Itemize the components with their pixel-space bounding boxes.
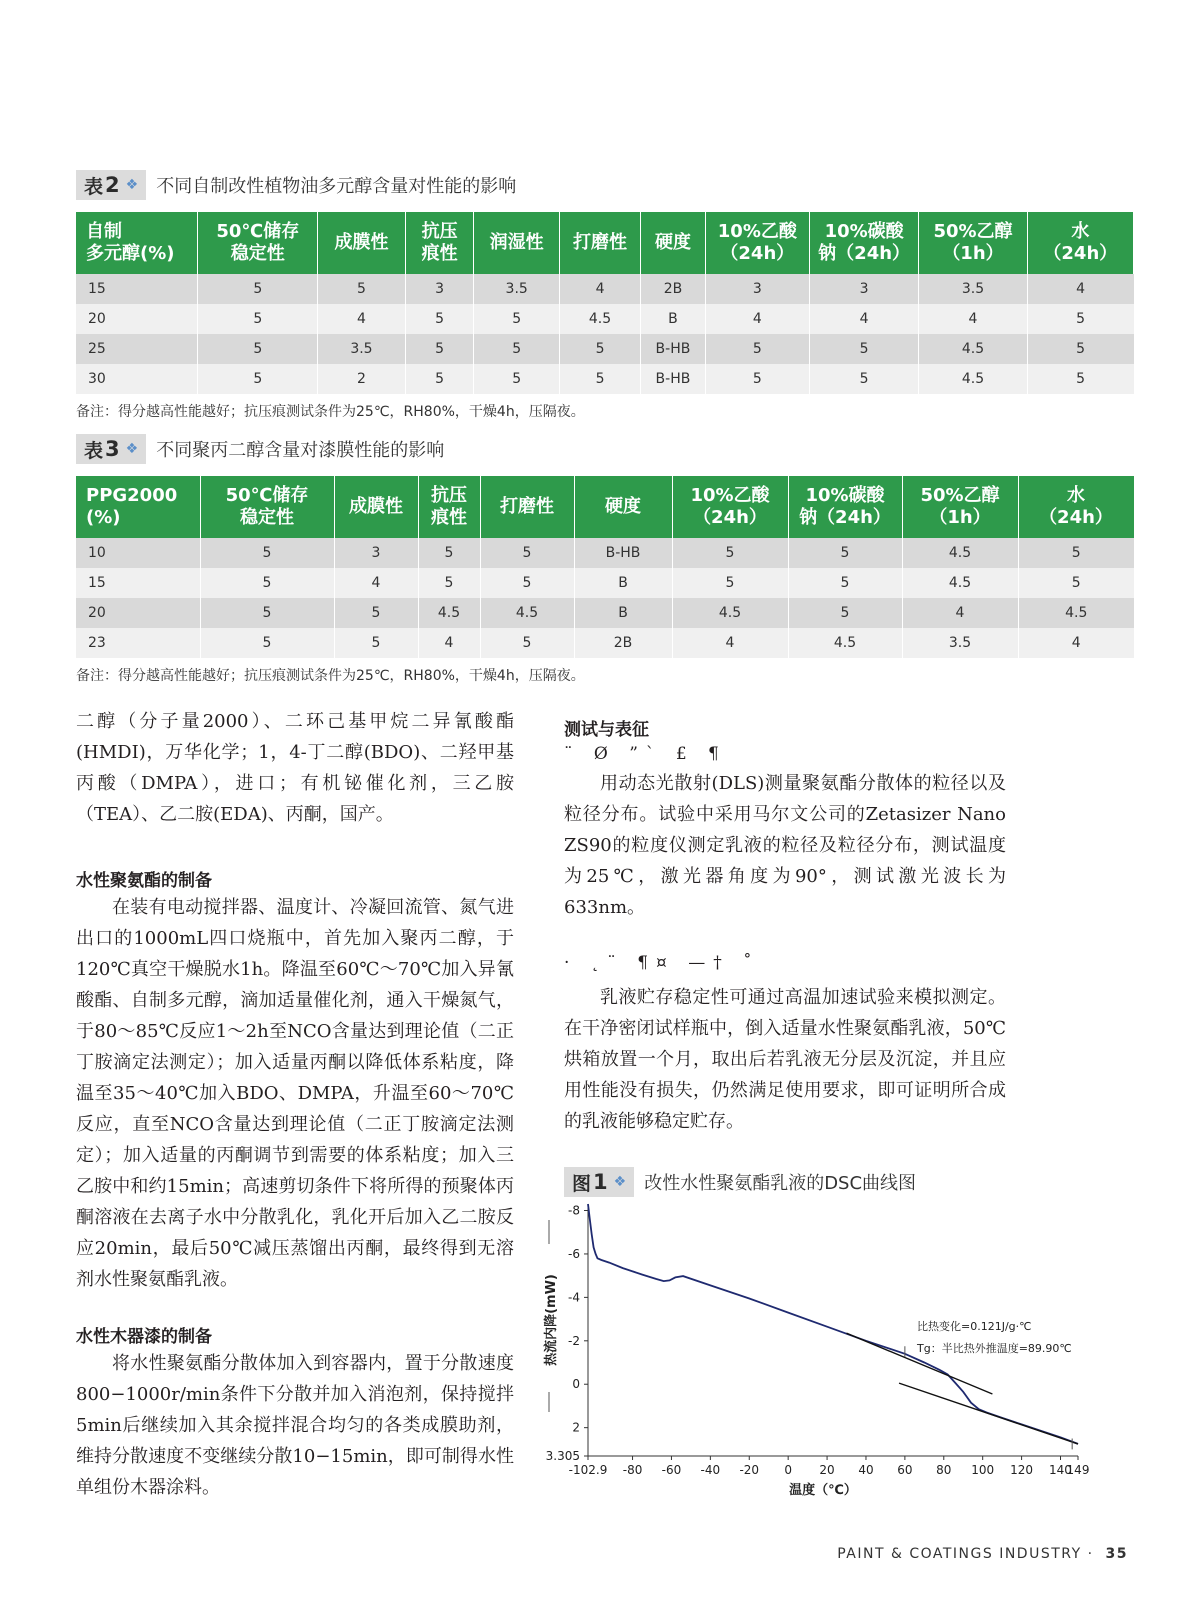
table-cell: B-HB bbox=[641, 334, 706, 364]
table-cell: 4.5 bbox=[902, 568, 1018, 598]
table-cell: 4.5 bbox=[480, 598, 574, 628]
table-cell: 5 bbox=[405, 364, 474, 394]
column-header: 自制 多元醇(%) bbox=[76, 212, 198, 274]
table3-number: 3 bbox=[105, 437, 120, 461]
diamond-icon: ❖ bbox=[613, 1174, 627, 1190]
garbled-subheading: ¨ Ø ”` £ ¶ bbox=[564, 744, 727, 764]
table3-note: 备注：得分越高性能越好；抗压痕测试条件为25℃，RH80%，干燥4h，压隔夜。 bbox=[76, 668, 585, 684]
table2-body bbox=[76, 274, 1134, 394]
table-cell: 2 bbox=[318, 364, 406, 394]
column-header: 水 （24h） bbox=[1018, 476, 1134, 538]
table-row bbox=[76, 568, 1134, 598]
table-cell: B-HB bbox=[574, 538, 672, 568]
table-cell: 30 bbox=[76, 364, 198, 394]
page-footer bbox=[837, 1546, 1128, 1562]
y-tick-label: 0 bbox=[572, 1377, 580, 1392]
table-cell: 4.5 bbox=[672, 598, 788, 628]
section-testing-title: 测试与表征 bbox=[564, 720, 649, 740]
table-cell: 5 bbox=[405, 334, 474, 364]
table3-tag bbox=[76, 434, 146, 464]
figure1-title: 改性水性聚氨酯乳液的DSC曲线图 bbox=[644, 1173, 917, 1194]
table-cell: 10 bbox=[76, 538, 200, 568]
table-row bbox=[76, 334, 1134, 364]
column-header: 50℃储存 稳定性 bbox=[198, 212, 318, 274]
table2-title: 不同自制改性植物油多元醇含量对性能的影响 bbox=[156, 176, 517, 197]
table-cell: 5 bbox=[480, 538, 574, 568]
column-header: 10%乙酸 （24h） bbox=[705, 212, 809, 274]
table-cell: 5 bbox=[559, 334, 640, 364]
table-cell: B bbox=[641, 304, 706, 334]
annotation-specific-heat: 比热变化=0.121J/g·℃ bbox=[917, 1320, 1032, 1333]
table-cell: 4 bbox=[559, 274, 640, 304]
table-cell: 5 bbox=[405, 304, 474, 334]
table-cell: 4.5 bbox=[1018, 598, 1134, 628]
table-cell: 5 bbox=[480, 568, 574, 598]
table-cell: 5 bbox=[334, 628, 418, 658]
y-tick-label: -2 bbox=[568, 1333, 580, 1348]
table-cell: 5 bbox=[705, 364, 809, 394]
table-cell: 5 bbox=[788, 538, 902, 568]
table-cell: B-HB bbox=[641, 364, 706, 394]
garbled-subheading: · ˛¨ ¶¤ —† ˚ bbox=[564, 953, 760, 973]
table-cell: 15 bbox=[76, 568, 200, 598]
section-wood-coating-title: 水性木器漆的制备 bbox=[76, 1327, 212, 1347]
table-row bbox=[76, 538, 1134, 568]
table-cell: 5 bbox=[198, 304, 318, 334]
footer-separator: · bbox=[1087, 1546, 1094, 1562]
column-header: 润湿性 bbox=[474, 212, 559, 274]
table-cell: 4 bbox=[672, 628, 788, 658]
table-cell: 4 bbox=[809, 304, 918, 334]
x-tick-label: 120 bbox=[1010, 1463, 1034, 1477]
left-column bbox=[76, 706, 514, 830]
dls-paragraph: 用动态光散射(DLS)测量聚氨酯分散体的粒径以及粒径分布。试验中采用马尔文公司的Zetasizer Nano ZS90的粒度仪测定乳液的粒径及粒径分布，测试温度为25℃，激光器角度为90°，测试激光波长为633nm。 bbox=[564, 773, 1006, 918]
table-cell: 5 bbox=[474, 364, 559, 394]
table-cell: 3.5 bbox=[919, 274, 1027, 304]
table-cell: B bbox=[574, 598, 672, 628]
x-axis-title: 温度（℃） bbox=[789, 1483, 857, 1498]
figure1-label: 图 bbox=[572, 1172, 592, 1195]
table-cell: 3 bbox=[405, 274, 474, 304]
table-cell: 4.5 bbox=[559, 304, 640, 334]
table-cell: 2B bbox=[641, 274, 706, 304]
table-cell: 4.5 bbox=[418, 598, 480, 628]
y-tick-label: 3.305 bbox=[545, 1449, 580, 1463]
table-cell: 25 bbox=[76, 334, 198, 364]
table-cell: 20 bbox=[76, 598, 200, 628]
diamond-icon: ❖ bbox=[125, 441, 139, 457]
table-cell: 5 bbox=[198, 364, 318, 394]
table-cell: 4.5 bbox=[919, 364, 1027, 394]
table-cell: 5 bbox=[788, 598, 902, 628]
x-tick-label: -80 bbox=[622, 1463, 643, 1477]
section-wood-coating bbox=[76, 1348, 514, 1503]
table-cell: 5 bbox=[474, 334, 559, 364]
column-header: 50%乙醇 （1h） bbox=[919, 212, 1027, 274]
x-tick-label: 0 bbox=[784, 1463, 792, 1477]
figure1-tag bbox=[564, 1167, 634, 1197]
figure1-number: 1 bbox=[593, 1170, 608, 1194]
table-cell: 2B bbox=[574, 628, 672, 658]
table-cell: 4 bbox=[418, 628, 480, 658]
intro-paragraph: 二醇（分子量2000）、二环己基甲烷二异氰酸酯(HMDI)，万华化学；1，4-丁二醇(BDO)、二羟甲基丙酸（DMPA），进口；有机铋催化剂，三乙胺（TEA）、乙二胺(EDA)、丙酮，国产。 bbox=[76, 711, 514, 825]
table-cell: 5 bbox=[334, 598, 418, 628]
table2-header-row bbox=[76, 212, 1134, 274]
table-cell: 5 bbox=[1027, 334, 1133, 364]
table-cell: 4 bbox=[919, 304, 1027, 334]
table-cell: 5 bbox=[1018, 538, 1134, 568]
table-cell: 3 bbox=[334, 538, 418, 568]
table3-title: 不同聚丙二醇含量对漆膜性能的影响 bbox=[156, 440, 445, 461]
x-tick-label: 80 bbox=[936, 1463, 952, 1477]
column-header: 硬度 bbox=[574, 476, 672, 538]
x-tick-label: 149 bbox=[1066, 1463, 1090, 1477]
table2-number: 2 bbox=[105, 173, 120, 197]
table-row bbox=[76, 274, 1134, 304]
column-header: PPG2000 (%) bbox=[76, 476, 200, 538]
x-tick-label: -102.9 bbox=[568, 1463, 608, 1477]
column-header: 水 （24h） bbox=[1027, 212, 1133, 274]
column-header: 50%乙醇 （1h） bbox=[902, 476, 1018, 538]
table-cell: 5 bbox=[1027, 304, 1133, 334]
column-header: 10%碳酸 钠（24h） bbox=[788, 476, 902, 538]
table-cell: 5 bbox=[672, 538, 788, 568]
column-header: 打磨性 bbox=[480, 476, 574, 538]
table-row bbox=[76, 364, 1134, 394]
table-row bbox=[76, 304, 1134, 334]
section-wood-coating-body: 将水性聚氨酯分散体加入到容器内，置于分散速度800−1000r/min条件下分散并加入消泡剂，保持搅拌5min后继续加入其余搅拌混合均匀的各类成膜助剂，维持分散速度不变继续分散10−15min，即可制得水性单组份木器涂料。 bbox=[76, 1353, 514, 1498]
table-cell: 5 bbox=[198, 334, 318, 364]
table-cell: 3.5 bbox=[318, 334, 406, 364]
table2 bbox=[76, 212, 1134, 394]
column-header: 成膜性 bbox=[334, 476, 418, 538]
figure1-caption bbox=[564, 1167, 916, 1197]
section-testing bbox=[564, 768, 1006, 923]
table-row bbox=[76, 598, 1134, 628]
table-cell: 5 bbox=[200, 628, 334, 658]
table-cell: 4 bbox=[334, 568, 418, 598]
table-cell: 5 bbox=[1027, 364, 1133, 394]
y-axis-title: 热流内降(mW) bbox=[544, 1274, 559, 1366]
table3-body bbox=[76, 538, 1134, 658]
x-tick-label: -20 bbox=[739, 1463, 760, 1477]
y-tick-label: -6 bbox=[568, 1246, 580, 1261]
table-cell: 23 bbox=[76, 628, 200, 658]
x-tick-label: 20 bbox=[819, 1463, 835, 1477]
table-cell: 5 bbox=[200, 598, 334, 628]
table2-tag bbox=[76, 170, 146, 200]
x-tick-label: 100 bbox=[971, 1463, 995, 1477]
table-cell: 5 bbox=[480, 628, 574, 658]
annotation-tg: Tg：半比热外推温度=89.90℃ bbox=[917, 1342, 1072, 1355]
journal-name: PAINT & COATINGS INDUSTRY bbox=[837, 1546, 1082, 1562]
column-header: 成膜性 bbox=[318, 212, 406, 274]
table-cell: 5 bbox=[474, 304, 559, 334]
y-tick-label: 2 bbox=[572, 1420, 580, 1435]
column-header: 10%乙酸 （24h） bbox=[672, 476, 788, 538]
table3 bbox=[76, 476, 1135, 658]
table-cell: 5 bbox=[809, 334, 918, 364]
column-header: 10%碳酸 钠（24h） bbox=[809, 212, 918, 274]
table-cell: 3.5 bbox=[902, 628, 1018, 658]
table-cell: 5 bbox=[559, 364, 640, 394]
table-cell: 4 bbox=[705, 304, 809, 334]
table-cell: 5 bbox=[809, 364, 918, 394]
table3-header-row bbox=[76, 476, 1134, 538]
section-waterborne-pu-title: 水性聚氨酯的制备 bbox=[76, 871, 212, 891]
y-tick-label: -4 bbox=[568, 1290, 580, 1305]
table2-note: 备注：得分越高性能越好；抗压痕测试条件为25℃，RH80%，干燥4h，压隔夜。 bbox=[76, 404, 585, 420]
section-stability bbox=[564, 982, 1006, 1137]
table-cell: 4.5 bbox=[902, 538, 1018, 568]
column-header: 抗压 痕性 bbox=[405, 212, 474, 274]
chart-labels bbox=[543, 1204, 1089, 1498]
x-tick-label: 140 bbox=[1049, 1463, 1072, 1477]
table2-label: 表 bbox=[84, 175, 104, 198]
table-cell: 5 bbox=[198, 274, 318, 304]
table-cell: 3 bbox=[705, 274, 809, 304]
y-tick-label: -8 bbox=[568, 1203, 580, 1218]
table-cell: 4 bbox=[1027, 274, 1133, 304]
table-cell: 20 bbox=[76, 304, 198, 334]
table-cell: 5 bbox=[318, 274, 406, 304]
table-cell: 5 bbox=[200, 538, 334, 568]
table-cell: 4 bbox=[902, 598, 1018, 628]
table-cell: B bbox=[574, 568, 672, 598]
section-waterborne-pu-body: 在装有电动搅拌器、温度计、冷凝回流管、氮气进出口的1000mL四口烧瓶中，首先加入聚丙二醇，于120℃真空干燥脱水1h。降温至60℃～70℃加入异氰酸酯、自制多元醇，滴加适量催化剂，通入干燥氮气，于80～85℃反应1～2h至NCO含量达到理论值（二正丁胺滴定法测定）；加入适量丙酮以降低体系粘度，降温至35～40℃加入BDO、DMPA，升温至60～70℃反应，直至NCO含量达到理论值（二正丁胺滴定法测定）；加入适量的丙酮调节到需要的体系粘度；加入三乙胺中和约15min；高速剪切条件下将所得的预聚体丙酮溶液在去离子水中分散乳化，乳化开后加入乙二胺反应20min，最后50℃减压蒸馏出丙酮，最终得到无溶剂水性聚氨酯乳液。 bbox=[76, 897, 514, 1290]
table-cell: 4.5 bbox=[788, 628, 902, 658]
table2-caption bbox=[76, 170, 516, 200]
x-tick-label: 60 bbox=[897, 1463, 913, 1477]
column-header: 抗压 痕性 bbox=[418, 476, 480, 538]
table-cell: 4 bbox=[318, 304, 406, 334]
stability-paragraph: 乳液贮存稳定性可通过高温加速试验来模拟测定。在干净密闭试样瓶中，倒入适量水性聚氨酯乳液，50℃烘箱放置一个月，取出后若乳液无分层及沉淀，并且应用性能没有损失，仍然满足使用要求，即可证明所合成的乳液能够稳定贮存。 bbox=[564, 987, 1006, 1132]
table-cell: 5 bbox=[1018, 568, 1134, 598]
x-tick-label: -40 bbox=[700, 1463, 721, 1477]
table-cell: 4 bbox=[1018, 628, 1134, 658]
column-header: 打磨性 bbox=[559, 212, 640, 274]
table3-caption bbox=[76, 434, 444, 464]
x-tick-label: 40 bbox=[858, 1463, 874, 1477]
dsc-chart bbox=[540, 1200, 1100, 1530]
table-cell: 15 bbox=[76, 274, 198, 304]
x-tick-label: -60 bbox=[661, 1463, 682, 1477]
section-waterborne-pu bbox=[76, 892, 514, 1295]
table-cell: 4.5 bbox=[919, 334, 1027, 364]
table-cell: 3.5 bbox=[474, 274, 559, 304]
table-cell: 5 bbox=[705, 334, 809, 364]
table3-label: 表 bbox=[84, 439, 104, 462]
column-header: 硬度 bbox=[641, 212, 706, 274]
table-cell: 5 bbox=[788, 568, 902, 598]
table-cell: 5 bbox=[418, 538, 480, 568]
column-header: 50℃储存 稳定性 bbox=[200, 476, 334, 538]
diamond-icon: ❖ bbox=[125, 177, 139, 193]
table-cell: 3 bbox=[809, 274, 918, 304]
table-cell: 5 bbox=[418, 568, 480, 598]
table-row bbox=[76, 628, 1134, 658]
table-cell: 5 bbox=[672, 568, 788, 598]
page-number: 35 bbox=[1105, 1546, 1128, 1562]
table-cell: 5 bbox=[200, 568, 334, 598]
